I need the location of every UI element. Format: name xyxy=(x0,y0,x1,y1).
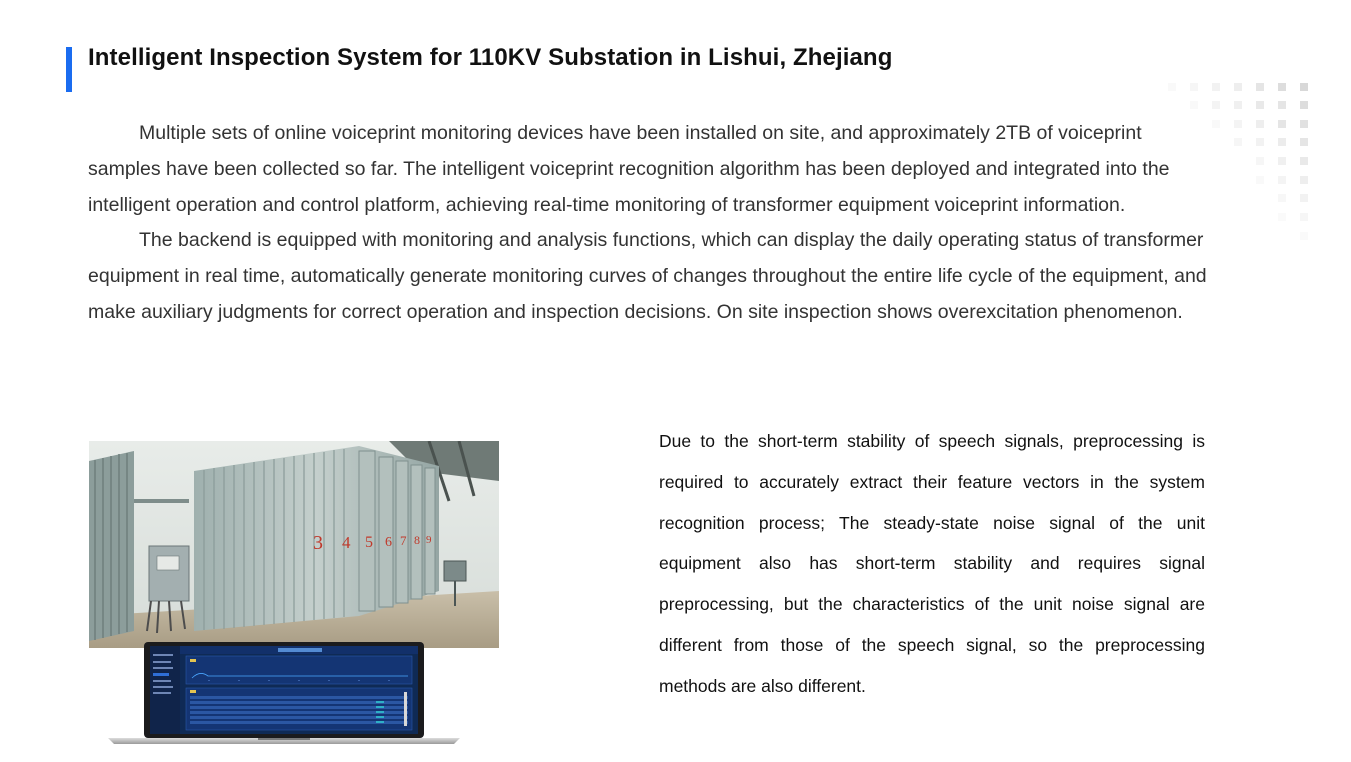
photo-number: 6 xyxy=(385,535,392,550)
photo-number: 8 xyxy=(414,533,420,547)
photo-number: 3 xyxy=(313,532,323,554)
photo-number: 9 xyxy=(426,534,432,546)
photo-number: 5 xyxy=(365,534,373,551)
intro-text xyxy=(88,116,1213,331)
photo-number: 7 xyxy=(400,533,407,548)
photo-number: 4 xyxy=(342,533,351,552)
paragraph-2: The backend is equipped with monitoring and analysis functions, which can display the daily operating status of transformer equipment in real time, automatically generate monitoring curves of changes throughout the entire life cycle of the equipment, and make auxiliary judgments for correct operation and inspection decisions. On site inspection shows overexcitation phenomenon. xyxy=(88,229,1207,323)
title-accent-bar xyxy=(66,47,72,92)
dot-pattern-decoration xyxy=(1130,80,1315,255)
laptop-dashboard-image xyxy=(108,642,460,746)
side-paragraph: Due to the short-term stability of speech signals, preprocessing is required to accurately extract their feature vectors in the system recognition process; The steady-state noise signal of the unit equipment also has short-term stability and requires signal preprocessing, but the characteristics of the unit noise signal are different from those of the speech signal, so the preprocessing methods are also different. xyxy=(659,431,1205,696)
paragraph-1: Multiple sets of online voiceprint monitoring devices have been installed on site, and approximately 2TB of voiceprint samples have been collected so far. The intelligent voiceprint recognition algorithm has been deployed and integrated into the intelligent operation and control platform, achieving real-time monitoring of transformer equipment voiceprint information. xyxy=(88,122,1170,216)
transformer-photo xyxy=(89,441,499,648)
page-title: Intelligent Inspection System for 110KV Substation in Lishui, Zhejiang xyxy=(88,44,893,71)
